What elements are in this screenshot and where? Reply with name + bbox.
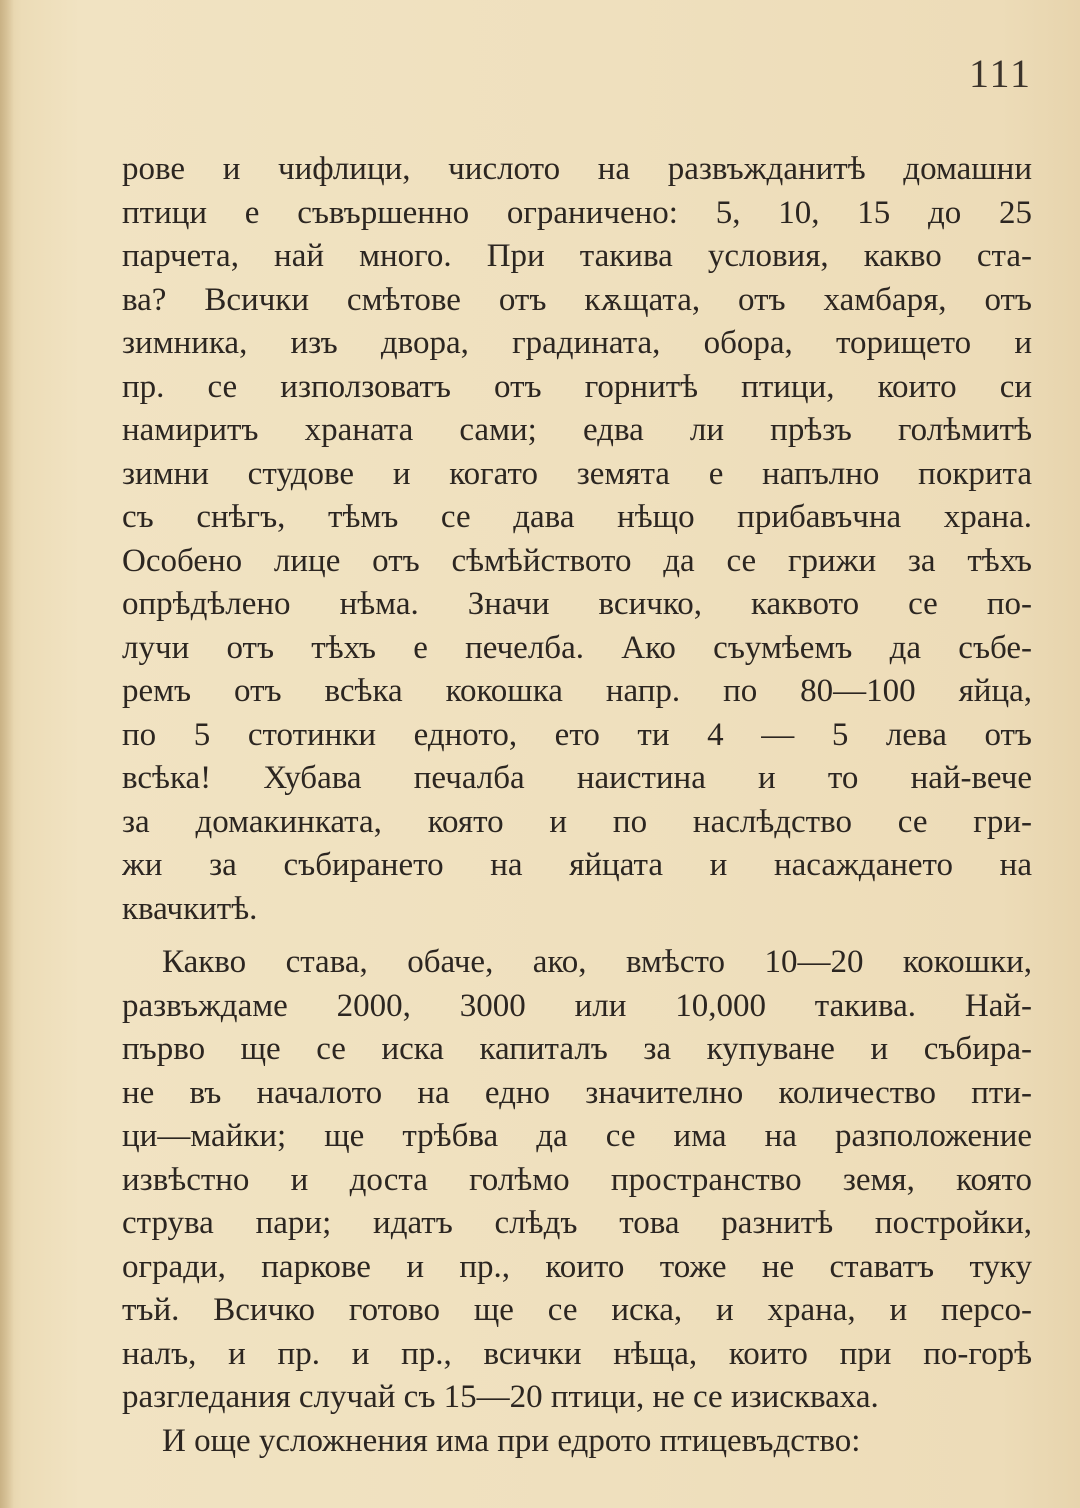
text-line: за домакинката, която и по наслѣдство се гри-: [122, 803, 1032, 840]
text-line: квачкитѣ.: [122, 890, 258, 927]
text-line: струва пари; идатъ слѣдъ това разнитѣ постройки,: [122, 1205, 1032, 1241]
text-line: по 5 стотинки едното, ето ти 4 — 5 лева отъ: [122, 716, 1032, 753]
body-text: [122, 148, 1032, 1463]
text-line: първо ще се иска капиталъ за купуване и събира-: [122, 1031, 1032, 1067]
text-line: развъждаме 2000, 3000 или 10,000 такива. Най-: [122, 987, 1032, 1024]
text-line: не въ началото на едно значително количество пти-: [122, 1074, 1032, 1111]
text-line: огради, паркове и пр., които тоже не ставатъ туку: [122, 1248, 1032, 1285]
text-line: парчета, най много. При такива условия, какво ста-: [122, 238, 1032, 274]
text-line: пр. се използоватъ отъ горнитѣ птици, които си: [122, 368, 1032, 405]
text-line: птици е съвършенно ограничено: 5, 10, 15 до 25: [122, 194, 1032, 231]
text-line: жи за събирането на яйцата и насаждането на: [122, 847, 1032, 883]
text-line: лучи отъ тѣхъ е печелба. Ако съумѣемъ да събе-: [122, 629, 1032, 666]
text-line: ва? Всички смѣтове отъ кѫщата, отъ хамбаря, отъ: [122, 281, 1032, 318]
text-line: опрѣдѣлено нѣма. Значи всичко, каквото се по-: [122, 586, 1032, 622]
text-line: тъй. Всичко готово ще се иска, и храна, и персо-: [122, 1292, 1032, 1328]
text-line: И още усложнения има при едрото птицевъдство:: [162, 1422, 861, 1459]
page-binding-shadow: [0, 0, 14, 1508]
text-line: налъ, и пр. и пр., всички нѣща, които при по-горѣ: [122, 1335, 1032, 1372]
text-line: зимни студове и когато земята е напълно покрита: [122, 455, 1032, 492]
paragraph-1: [122, 148, 1032, 931]
text-line: разгледания случай съ 15—20 птици, не се изискваха.: [122, 1379, 879, 1415]
text-line: извѣстно и доста голѣмо пространство земя, която: [122, 1161, 1032, 1198]
paragraph-gap: [122, 931, 1032, 941]
page-number: 111: [968, 51, 1032, 96]
text-line: Какво става, обаче, ако, вмѣсто 10—20 кокошки,: [162, 944, 1032, 980]
text-line: зимника, изъ двора, градината, обора, торището и: [122, 325, 1032, 361]
text-line: съ снѣгъ, тѣмъ се дава нѣщо прибавъчна храна.: [122, 499, 1032, 535]
text-line: Особено лице отъ сѣмѣйството да се грижи за тѣхъ: [122, 542, 1032, 579]
paragraph-3: [122, 1420, 1032, 1464]
text-line: рове и чифлици, числото на развъжданитѣ домашни: [122, 151, 1032, 187]
text-line: ремъ отъ всѣка кокошка напр. по 80—100 яйца,: [122, 673, 1032, 709]
text-line: намиритъ храната сами; едва ли прѣзъ голѣмитѣ: [122, 412, 1032, 448]
text-line: всѣка! Хубава печалба наистина и то най-вече: [122, 760, 1032, 796]
paragraph-2: [122, 941, 1032, 1420]
text-line: ци—майки; ще трѣбва да се има на разположение: [122, 1118, 1032, 1154]
